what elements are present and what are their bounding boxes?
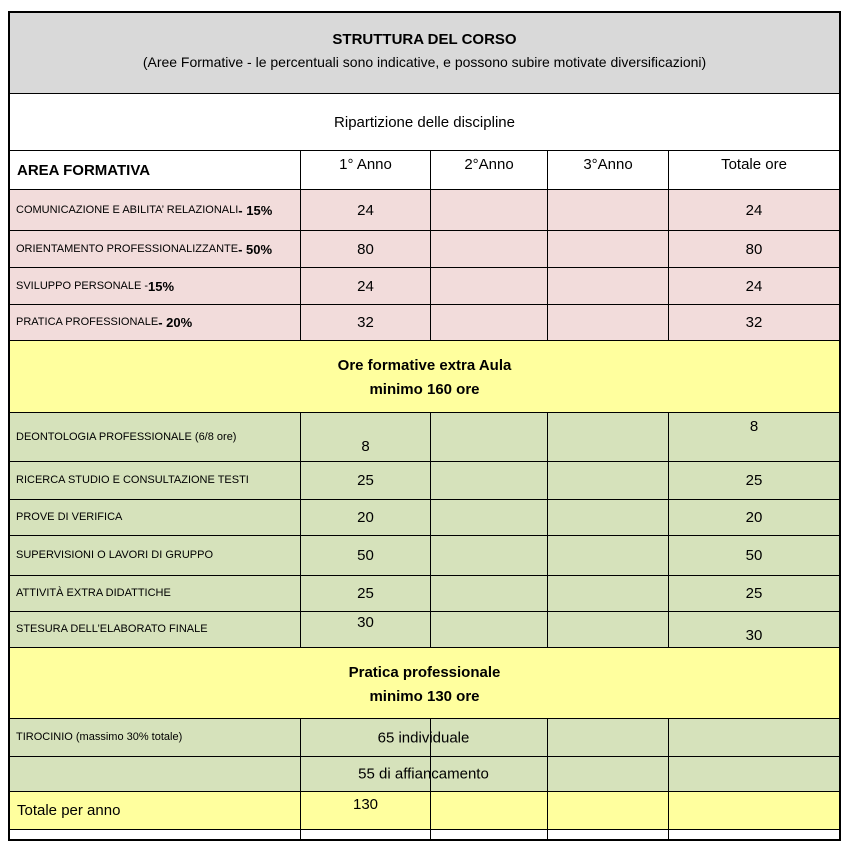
anno3-cell [547,462,668,499]
anno1-cell: 80 [300,231,430,267]
totale-cell: 24 [668,268,839,304]
row-label: STESURA DELL’ELABORATO FINALE [16,623,208,635]
table-row [10,611,839,647]
anno2-cell [430,719,547,756]
banner-ore-extra-aula-text [10,341,839,412]
page-subtitle: (Aree Formative - le percentuali sono indicative, e possono subire motivate diversificazioni) [142,54,707,70]
anno1-cell: 25 [300,462,430,499]
anno1-cell [300,757,430,791]
spanning-value: 65 individuale [377,729,470,746]
banner-line-1: Ore formative extra Aula [337,357,512,374]
totale-cell [668,757,839,791]
row-label-cell [10,576,300,611]
row-label-cell [10,500,300,535]
section-header: Ripartizione delle discipline [334,113,515,131]
anno2-cell [430,536,547,575]
table-row [10,461,839,499]
anno3-cell [547,190,668,230]
table-title-band [10,13,839,93]
column-header-row [10,150,839,189]
row-label-percentage: - 15% [238,202,273,218]
banner-pratica-professionale-text [10,648,839,718]
anno1-cell: 130 [300,792,430,829]
anno2-cell [430,462,547,499]
totale-cell: 32 [668,305,839,340]
area-formativa-rows [10,189,839,340]
banner-line-2: minimo 160 ore [369,381,480,398]
totale-cell: 50 [668,536,839,575]
banner-pratica-professionale [10,647,839,718]
page-title: STRUTTURA DEL CORSO [332,31,517,48]
row-label-cell [10,757,300,791]
row-label: RICERCA STUDIO E CONSULTAZIONE TESTI [16,474,249,486]
cutoff-cell [10,830,300,839]
banner-line-2: minimo 130 ore [369,688,480,705]
totale-cell: 80 [668,231,839,267]
anno2-cell [430,792,547,829]
column-header-totale-ore: Totale ore [668,151,839,189]
anno3-cell [547,719,668,756]
table-row [10,535,839,575]
anno3-cell [547,757,668,791]
total-row-label: Totale per anno [17,802,121,819]
spanning-value: 55 di affiancamento [358,765,489,783]
anno2-cell [430,500,547,535]
table-row [10,304,839,340]
anno2-cell [430,268,547,304]
row-label-percentage: 15% [148,278,175,294]
pratica-professionale-rows [10,718,839,791]
cutoff-cell [547,830,668,839]
row-label-cell [10,268,300,304]
row-label: ATTIVITÀ EXTRA DIDATTICHE [16,587,171,599]
banner-ore-extra-aula [10,340,839,412]
cutoff-row [10,829,839,839]
anno1-cell: 20 [300,500,430,535]
row-label: PROVE DI VERIFICA [16,511,123,523]
row-label-cell [10,190,300,230]
row-label: ORIENTAMENTO PROFESSIONALIZZANTE [16,242,239,255]
total-row [10,791,839,829]
anno2-cell [430,231,547,267]
cutoff-cell [300,830,430,839]
anno1-cell: 24 [300,268,430,304]
anno3-cell [547,268,668,304]
row-label: SUPERVISIONI O LAVORI DI GRUPPO [16,549,214,561]
row-label-cell [10,231,300,267]
anno3-cell [547,536,668,575]
row-label-cell [10,413,300,461]
row-label-cell [10,305,300,340]
row-label: DEONTOLOGIA PROFESSIONALE (6/8 ore) [16,430,237,443]
anno3-cell [547,413,668,461]
anno2-cell [430,757,547,791]
totale-cell: 8 [668,413,839,461]
section-header-row [10,93,839,150]
totale-cell: 25 [668,576,839,611]
anno1-cell: 24 [300,190,430,230]
anno1-cell [300,719,430,756]
totale-cell: 25 [668,462,839,499]
table-row [10,575,839,611]
row-label: TIROCINIO (massimo 30% totale) [16,731,183,743]
row-label: SVILUPPO PERSONALE - [16,279,149,292]
row-label-cell [10,462,300,499]
row-label-percentage: - 20% [158,315,193,330]
anno2-cell [430,190,547,230]
anno3-cell [547,500,668,535]
anno3-cell [547,576,668,611]
totale-cell: 20 [668,500,839,535]
row-label-cell [10,536,300,575]
anno2-cell [430,576,547,611]
table-row [10,189,839,230]
anno1-cell: 8 [300,413,430,461]
column-header-anno2: 2°Anno [430,151,547,189]
anno3-cell [547,305,668,340]
row-label: COMUNICAZIONE E ABILITA’ RELAZIONALI [16,203,239,216]
row-label-cell [10,719,300,756]
anno2-cell [430,305,547,340]
course-structure-table [8,11,841,841]
table-row [10,756,839,791]
anno3-cell [547,612,668,647]
anno1-cell: 50 [300,536,430,575]
totale-cell: 24 [668,190,839,230]
row-label-percentage: - 50% [238,241,273,257]
anno2-cell [430,612,547,647]
row-label: PRATICA PROFESSIONALE [16,316,159,328]
totale-cell [668,792,839,829]
table-row [10,718,839,756]
ore-extra-aula-rows [10,412,839,647]
table-row [10,267,839,304]
anno3-cell [547,792,668,829]
totale-cell [668,719,839,756]
totale-cell: 30 [668,612,839,647]
table-row [10,499,839,535]
anno3-cell [547,231,668,267]
table-title-cell [10,13,839,93]
banner-line-1: Pratica professionale [348,664,501,681]
anno1-cell: 25 [300,576,430,611]
row-label-cell [10,612,300,647]
cutoff-cell [668,830,839,839]
anno1-cell: 32 [300,305,430,340]
column-header-area-formativa: AREA FORMATIVA [17,161,151,179]
anno2-cell [430,413,547,461]
column-header-anno3: 3°Anno [547,151,668,189]
table-row [10,412,839,461]
table-row [10,230,839,267]
anno1-cell: 30 [300,612,430,647]
column-header-anno1: 1° Anno [300,151,430,189]
cutoff-cell [430,830,547,839]
